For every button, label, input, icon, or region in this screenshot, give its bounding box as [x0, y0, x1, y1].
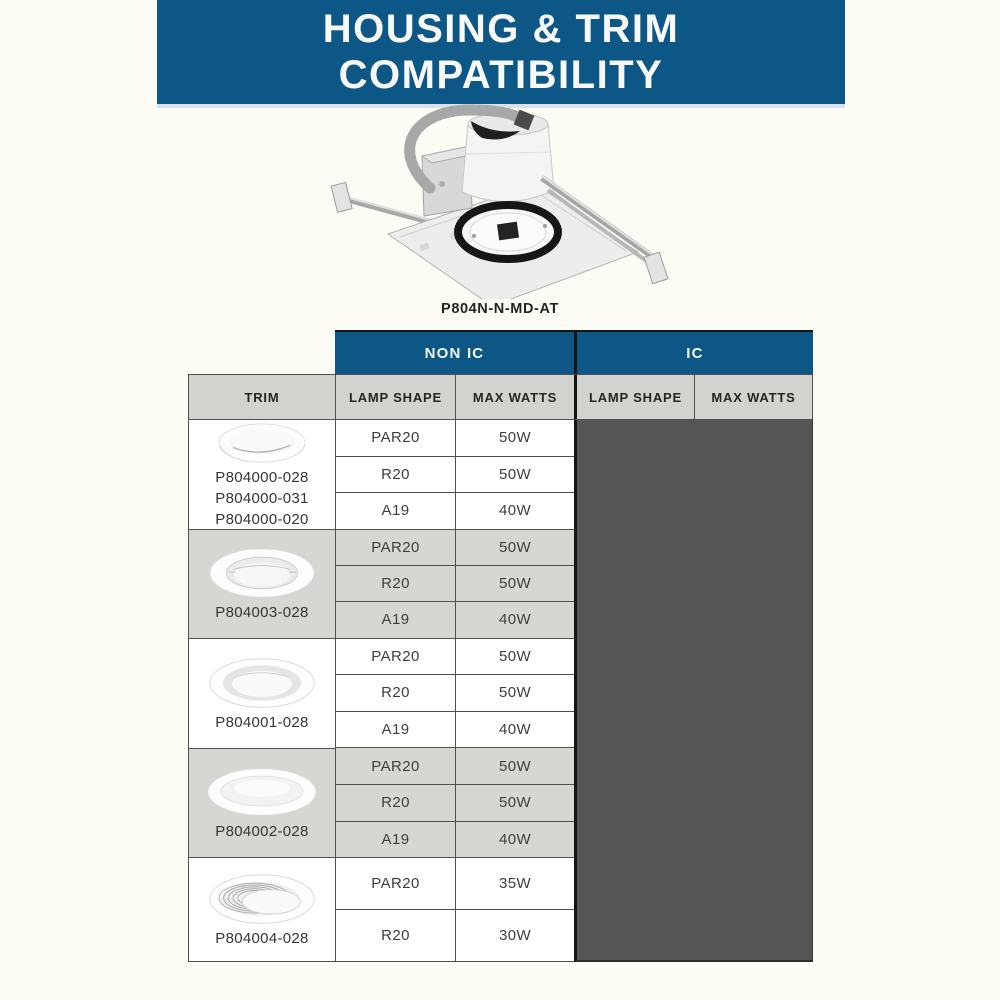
compatibility-table [188, 330, 813, 962]
lamp-shape-value: PAR20 [335, 639, 455, 675]
lamp-shape-value: A19 [335, 602, 455, 637]
max-watts-value: 50W [455, 530, 574, 565]
table-row [335, 674, 574, 711]
table-row [335, 565, 574, 601]
max-watts-value: 50W [455, 675, 574, 711]
max-watts-value: 50W [455, 457, 574, 493]
lamp-shape-value: A19 [335, 712, 455, 748]
column-header-lamp-shape-nonic: LAMP SHAPE [335, 375, 455, 419]
data-group4 [335, 747, 574, 857]
table-row [335, 456, 574, 493]
table-row [335, 492, 574, 529]
table-row [335, 639, 574, 675]
trim-part-number: P804000-020 [215, 511, 309, 528]
table-row [335, 821, 574, 858]
trim-part-number: P804002-028 [215, 823, 309, 841]
trim-part-number: P804004-028 [215, 930, 309, 948]
lamp-shape-value: R20 [335, 457, 455, 493]
lamp-shape-value: R20 [335, 675, 455, 711]
column-header-lamp-shape-ic: LAMP SHAPE [574, 375, 694, 419]
table-row [335, 748, 574, 784]
non-ic-data-column [335, 420, 574, 962]
lamp-shape-value: R20 [335, 910, 455, 961]
lamp-shape-value: A19 [335, 822, 455, 858]
trim-header-spacer [188, 330, 335, 374]
trim-cell-group1 [189, 420, 335, 529]
data-group5 [335, 857, 574, 961]
section-header-row [188, 330, 813, 374]
trim-cell-group4 [189, 748, 335, 858]
column-header-trim: TRIM [188, 375, 335, 419]
page-title-line1: HOUSING & TRIM [322, 7, 680, 51]
housing-product-image [330, 104, 670, 299]
trim-part-number: P804000-028 [215, 469, 309, 486]
dome-lens-trim-icon [203, 545, 321, 601]
max-watts-value: 50W [455, 785, 574, 821]
shallow-open-trim-icon [203, 764, 321, 820]
product-model-label: P804N-N-MD-AT [441, 301, 559, 317]
table-row [335, 784, 574, 821]
max-watts-value: 50W [455, 748, 574, 784]
max-watts-value: 50W [455, 420, 574, 456]
max-watts-value: 50W [455, 566, 574, 601]
section-header-non-ic: NON IC [335, 330, 574, 374]
lamp-shape-value: R20 [335, 785, 455, 821]
max-watts-value: 40W [455, 712, 574, 748]
lamp-shape-value: PAR20 [335, 748, 455, 784]
lamp-shape-value: PAR20 [335, 858, 455, 909]
ic-disabled-section [574, 420, 813, 962]
table-body [188, 420, 813, 962]
trim-part-number: P804000-031 [215, 490, 309, 507]
table-row [335, 909, 574, 961]
lamp-shape-value: PAR20 [335, 420, 455, 456]
title-banner [157, 0, 845, 104]
trim-cell-group5 [189, 857, 335, 961]
trim-cell-group3 [189, 638, 335, 748]
max-watts-value: 35W [455, 858, 574, 909]
open-cone-trim-icon [203, 655, 321, 711]
max-watts-value: 40W [455, 602, 574, 637]
lamp-shape-value: A19 [335, 493, 455, 529]
trim-column [188, 420, 335, 962]
section-header-ic: IC [574, 330, 813, 374]
flat-eyeball-trim-icon [203, 420, 321, 466]
column-header-row [188, 374, 813, 420]
data-group2 [335, 529, 574, 638]
data-group1 [335, 420, 574, 529]
table-row [335, 601, 574, 637]
trim-part-number: P804001-028 [215, 713, 309, 731]
max-watts-value: 40W [455, 493, 574, 529]
column-header-max-watts-ic: MAX WATTS [694, 375, 813, 419]
lamp-shape-value: PAR20 [335, 530, 455, 565]
data-group3 [335, 638, 574, 748]
max-watts-value: 30W [455, 910, 574, 961]
trim-cell-group2 [189, 529, 335, 638]
max-watts-value: 50W [455, 639, 574, 675]
trim-part-number: P804003-028 [215, 604, 309, 622]
column-header-max-watts-nonic: MAX WATTS [455, 375, 574, 419]
page-title-line2: COMPATIBILITY [338, 53, 664, 97]
table-row [335, 711, 574, 748]
table-row [335, 420, 574, 456]
table-row [335, 530, 574, 565]
lamp-shape-value: R20 [335, 566, 455, 601]
baffle-trim-icon [203, 871, 321, 927]
max-watts-value: 40W [455, 822, 574, 858]
table-row [335, 858, 574, 909]
